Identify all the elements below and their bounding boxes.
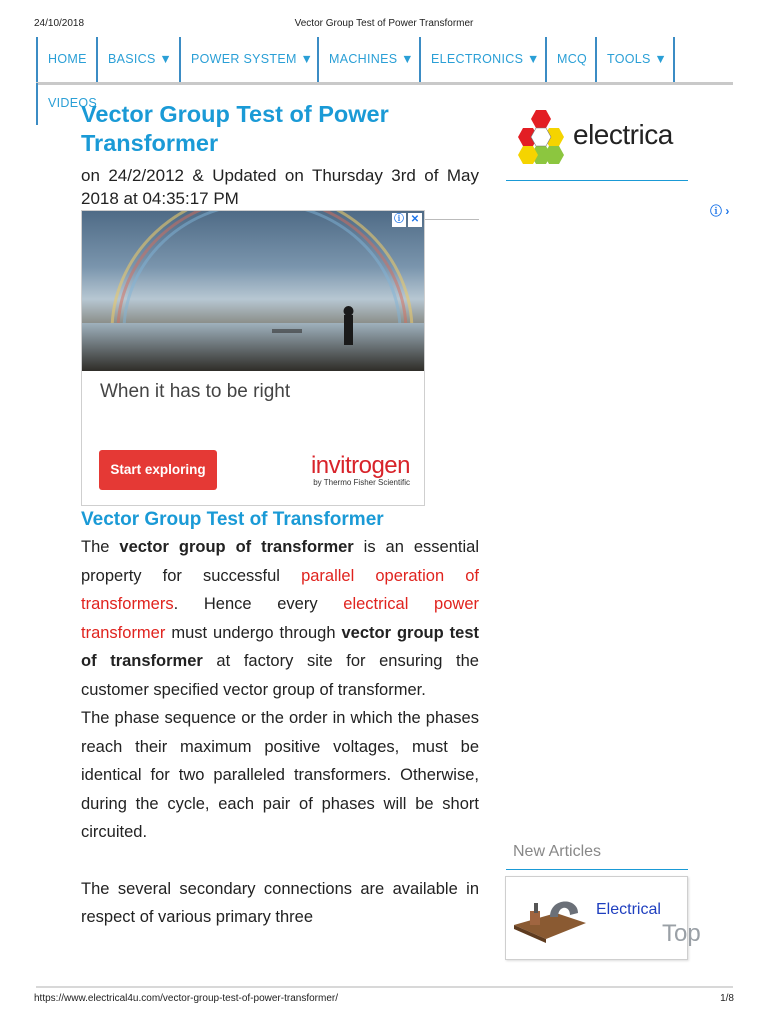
link-power-transformer[interactable]: electrical power transformer <box>81 595 479 642</box>
rainbow-beach-illustration <box>82 211 424 371</box>
text: at factory site for ensuring the customer specified vector group of transformer. <box>81 652 479 699</box>
ad-info-icon[interactable]: ⓘ <box>394 214 404 225</box>
bold-term: vector group of transformer <box>119 538 354 556</box>
nav-tools[interactable]: TOOLS ▼ <box>595 37 675 82</box>
bold-term: vector group test of transformer <box>81 623 479 670</box>
text: . Hence every <box>173 595 344 613</box>
print-date: 24/10/2018 <box>34 18 85 29</box>
nav-machines[interactable]: MACHINES ▼ <box>317 37 419 82</box>
sidebar-divider <box>506 180 688 181</box>
paragraph-phase-sequence: The phase sequence or the order in which the phases reach their maximum positive voltages, must be identical for two paralleled transformers. Otherwise, during the cycle, each pair of phases will be short circuited. <box>81 709 479 841</box>
text: is an essential property for successful <box>81 538 479 585</box>
print-url: https://www.electrical4u.com/vector-group-test-of-power-transformer/ <box>34 993 338 1004</box>
link-parallel-operation[interactable]: parallel operation of transformers <box>81 566 479 613</box>
nav-basics[interactable]: BASICS ▼ <box>96 37 179 82</box>
nav-power-system[interactable]: POWER SYSTEM ▼ <box>179 37 317 82</box>
nav-home[interactable]: HOME <box>36 37 96 82</box>
ad-brand-logo <box>311 454 410 487</box>
new-article-card[interactable] <box>505 876 688 960</box>
article-body <box>81 507 479 932</box>
article-thumbnail-image <box>510 883 590 949</box>
ad-brand-sub: by Thermo Fisher Scientific <box>313 478 410 487</box>
ad-image[interactable] <box>82 211 424 371</box>
logo-hexagon-icon <box>517 108 573 168</box>
page-title: Vector Group Test of Power Transformer <box>81 101 389 156</box>
adchoices-icon[interactable]: ⓘ › <box>710 204 730 218</box>
advertisement[interactable] <box>81 210 425 506</box>
ad-brand-name: invitrogen <box>310 452 410 479</box>
article-meta: on 24/2/2012 & Updated on Thursday 3rd of May 2018 at 04:35:17 PM <box>81 166 479 208</box>
site-logo[interactable] <box>517 108 692 168</box>
nav-videos[interactable]: VIDEOS <box>36 83 96 125</box>
print-page-number: 1/8 <box>720 993 734 1004</box>
page-bottom-divider <box>36 986 733 988</box>
nav-electronics[interactable]: ELECTRONICS ▼ <box>419 37 545 82</box>
ad-tagline: When it has to be right <box>100 381 291 402</box>
section-heading: Vector Group Test of Transformer <box>81 509 384 530</box>
paragraph-secondary-connections: The several secondary connections are available in respect of various primary three <box>81 879 479 926</box>
text: must undergo through <box>165 623 342 642</box>
paragraph-intro <box>81 533 479 704</box>
new-article-title: Electrical <box>596 901 661 918</box>
nav-mcq[interactable]: MCQ <box>545 37 595 82</box>
article-header <box>81 100 479 220</box>
ad-close-icon[interactable]: ✕ <box>408 213 422 227</box>
text: The <box>81 538 120 556</box>
print-title: Vector Group Test of Power Transformer <box>294 18 474 29</box>
ad-cta-button[interactable]: Start exploring <box>99 450 217 490</box>
new-articles-divider <box>506 869 688 870</box>
logo-text: electrica <box>573 119 673 150</box>
ad-controls <box>392 213 422 227</box>
back-to-top-button[interactable]: Top <box>662 920 701 947</box>
spacer <box>81 847 479 875</box>
nav-divider <box>36 82 733 85</box>
new-articles-heading: New Articles <box>513 843 602 860</box>
